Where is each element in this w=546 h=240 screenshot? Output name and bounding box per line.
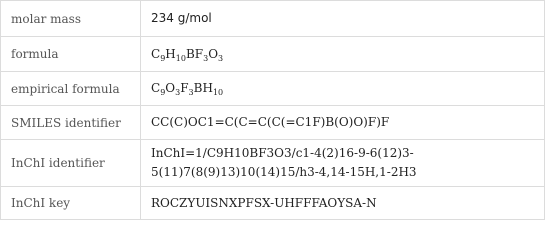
row-value-molar-mass: 234 g/mol xyxy=(141,1,545,37)
formula-text: BH xyxy=(193,81,213,95)
row-value-inchi-key: ROCZYUISNXPFSX-UHFFFAOYSA-N xyxy=(141,187,545,220)
row-value-formula xyxy=(141,37,545,72)
formula-text: O xyxy=(165,81,176,95)
row-label-inchi: InChI identifier xyxy=(1,140,141,187)
row-label-molar-mass: molar mass xyxy=(1,1,141,37)
row-label-smiles: SMILES identifier xyxy=(1,106,141,140)
row-label-inchi-key: InChI key xyxy=(1,187,141,220)
table-row xyxy=(1,187,545,220)
formula-text: C xyxy=(151,46,161,61)
formula-subscript: 10 xyxy=(212,88,224,97)
formula-text: F xyxy=(180,81,189,95)
formula-subscript: 3 xyxy=(203,53,209,63)
table-row xyxy=(1,140,545,187)
formula-subscript: 10 xyxy=(175,53,186,63)
formula-text: C xyxy=(151,81,161,95)
formula-text: BF xyxy=(185,46,204,61)
formula-subscript: 3 xyxy=(175,88,181,97)
formula-subscript: 9 xyxy=(160,88,166,97)
row-label-empirical-formula: empirical formula xyxy=(1,72,141,106)
table-row xyxy=(1,72,545,106)
formula-text: H xyxy=(165,46,176,61)
row-label-formula: formula xyxy=(1,37,141,72)
row-value-inchi: InChI=1/C9H10BF3O3/c1-4(2)16-9-6(12)3-5(11)7(8(9)13)10(14)15/h3-4,14-15H,1-2H3 xyxy=(141,140,545,187)
formula-subscript: 3 xyxy=(218,53,224,63)
formula-subscript: 3 xyxy=(188,88,194,97)
formula-text: O xyxy=(208,46,219,61)
table-row xyxy=(1,37,545,72)
row-value-empirical-formula xyxy=(141,72,545,106)
table-row xyxy=(1,1,545,37)
row-value-smiles: CC(C)OC1=C(C=C(C(=C1F)B(O)O)F)F xyxy=(141,106,545,140)
formula-subscript: 9 xyxy=(160,53,166,63)
table-row xyxy=(1,106,545,140)
